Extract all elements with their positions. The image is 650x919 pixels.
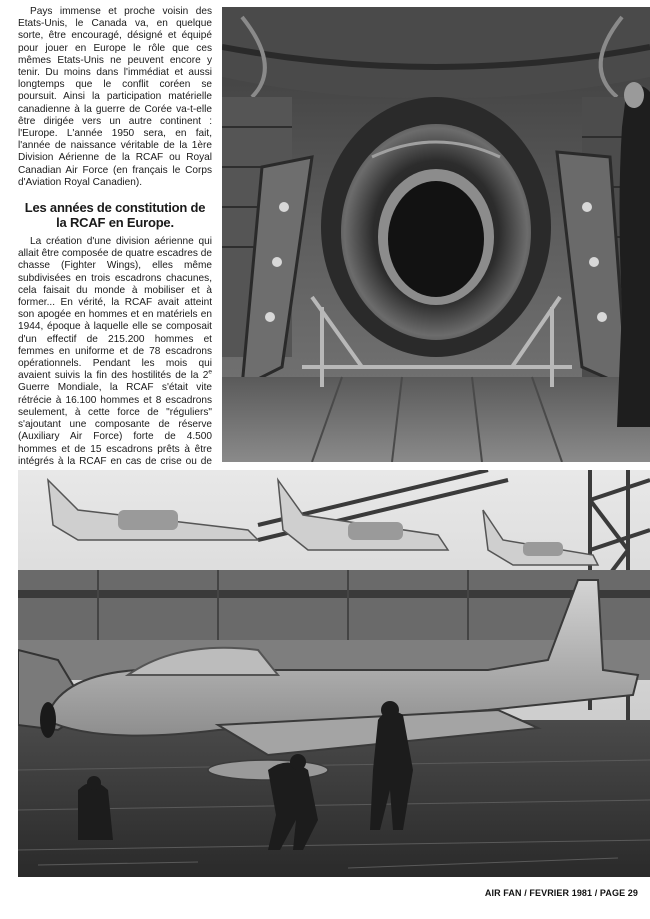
photo-fighter-nose-hangar [222, 7, 650, 462]
section-heading: Les années de constitution de la RCAF en Europe. [24, 200, 206, 230]
article-text-column [18, 6, 212, 480]
ordinal-superscript: e [208, 368, 212, 376]
section-paragraph [18, 236, 212, 480]
photo-sabres-on-carrier-deck [18, 470, 650, 877]
section-paragraph-part1: La création d'une division aérienne qui allait être composée de quatre escadres de chasse (Fighter Wings), elles même subdivisées en trois escadrons chacunes, cela faisait du monde à mobiliser et à former... En vérité, la RCAF avait atteint son apogée en hommes et en matériels en 1944, époque à laquelle elle se composait d'un effectif de 215.200 hommes et femmes en uniforme et de 78 escadrons opérationnels. Pendant les mois qui avaient suivis la fin des hostilités de la 2 [18, 236, 212, 382]
photo-fighter-nose-hangar-image [222, 7, 650, 462]
section-paragraph-part2: Guerre Mondiale, la RCAF s'était vite rétrécie à 16.100 hommes et 8 escadrons seulement, à cette force de "réguliers" s'ajoutant une composante de réserve (Auxiliary Air Force) forte de 4.500 hommes et de 15 escadrons prêts à être intégrés à la RCAF en cas de crise ou de [18, 382, 212, 467]
intro-paragraph: Pays immense et proche voisin des Etats-Unis, le Canada va, en quelque sorte, être encouragé, désigné et équipé pour jouer en Europe le rôle que ces mêmes Etats-Unis ne peuvent encore y tenir. Du moins dans l'immédiat et aussi longtemps que le conflit coréen se poursuit. Ainsi la participation matérielle canadienne à la guerre de Corée va-t-elle être dirigée vers un autre continent : l'Europe. L'année 1950 sera, en fait, l'année de naissance véritable de la 1ère Division Aérienne de la RCAF ou Royal Canadian Air Force (en français le Corps d'Aviation Royal Canadien). [18, 6, 212, 188]
photo-sabres-on-carrier-deck-image [18, 470, 650, 877]
page-footer: AIR FAN / FEVRIER 1981 / PAGE 29 [484, 888, 638, 898]
